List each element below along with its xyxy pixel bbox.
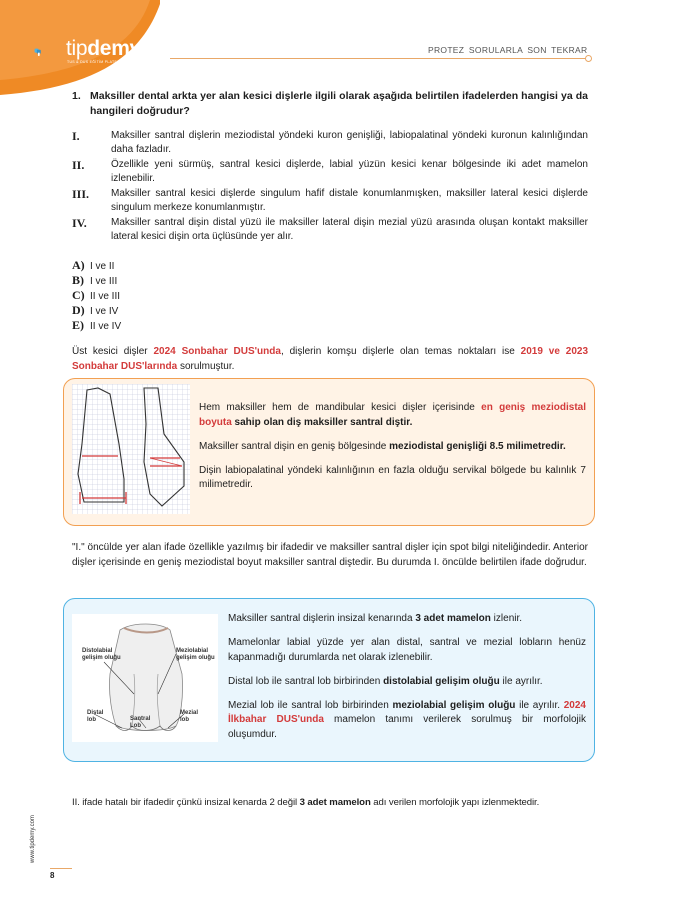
statement-roman: I.: [72, 129, 80, 143]
logo-subtitle: TUS & DUS EĞİTİM PLATFORMU: [67, 60, 129, 64]
intro-paragraph: Üst kesici dişler 2024 Sonbahar DUS'unda, dişlerin komşu dişlerle olan temas noktaları ise 2019 ve 2023 Sonbahar DUS'larında sorulmuştur.: [72, 346, 588, 372]
figure-label-distal-lob: Distal lob: [87, 710, 104, 723]
statement-text: Maksiller santral kesici dişlerde singulum hafif distale konumlanmışken, maksiller lateral kesici dişlerde singulum merkeze konumlanmıştır.: [111, 188, 588, 213]
question-number: 1.: [72, 90, 81, 102]
page-number-divider: [50, 868, 72, 869]
info-box-orange-text: Hem maksiller hem de mandibular kesici dişler içerisinde en geniş meziodistal boyuta sahip olan diş maksiller santral diştir. Maksiller santral dişin en geniş bölgesinde meziodistal genişliği 8.5 milimetredir. Dişin labiopalatinal yöndeki kalınlığının en fazla olduğu servikal bölgede bu kalınlık 7 milimetredir.: [199, 402, 586, 490]
explanation-paragraph-2: II. ifade hatalı bir ifadedir çünkü insizal kenarda 2 değil 3 adet mamelon adı verilen morfolojik yapı izlenmektedir.: [72, 797, 540, 808]
statement-3: [72, 187, 588, 215]
statement-2: [72, 158, 588, 186]
question-text: Maksiller dental arkta yer alan kesici dişlerle ilgili olarak aşağıda belirtilen ifadelerden hangisi ya da hangileri doğrudur?: [90, 90, 588, 117]
statement-1: [72, 129, 588, 157]
statement-roman: II.: [72, 158, 85, 172]
figure-label-mezial-lob: Mezial lob: [180, 710, 199, 723]
side-website-url[interactable]: www.tipdemy.com: [30, 815, 36, 863]
option-c[interactable]: C) II ve III: [72, 288, 121, 302]
figure-label-distolabial: Distolabial gelişim oluğu: [82, 648, 121, 661]
statement-text: Özellikle yeni sürmüş, santral kesici dişlerde, labial yüzün kesici kenar bölgesinde iki adet mamelon izlenebilir.: [111, 159, 588, 184]
logo-wordmark: tipdemy: [66, 37, 141, 60]
statement-roman: IV.: [72, 216, 87, 230]
page-header-title: PROTEZ SORULARLA SON TEKRAR: [428, 45, 588, 55]
question-stem: [72, 89, 588, 119]
option-d[interactable]: D) I ve IV: [72, 303, 119, 317]
figure-label-santral-lob: Santral Lob: [130, 716, 151, 729]
option-e[interactable]: E) II ve IV: [72, 318, 122, 332]
tipdemy-logo-icon: [34, 36, 68, 68]
page-number: 8: [50, 871, 55, 880]
option-b[interactable]: B) I ve III: [72, 273, 118, 287]
figure-label-meziolabial: Meziolabial gelişim oluğu: [176, 648, 215, 661]
option-a[interactable]: A) I ve II: [72, 258, 115, 272]
info-box-blue-text: Maksiller santral dişlerin insizal kenarında 3 adet mamelon izlenir. Mamelonlar labial yüzde yer alan distal, santral ve mezial lobların henüz kapanmadığı durumlarda net olarak izlenebilir. Distal lob ile santral lob birbirinden distolabial gelişim oluğu ile ayrılır. Mezial lob ile santral lob birbirinden meziolabial gelişim oluğu ile ayrılır. 2024 İlkbahar DUS'unda mamelon tanımı verilerek sorulmuş bir morfolojik oluşumdur.: [228, 613, 586, 740]
statement-4: [72, 216, 588, 244]
statement-roman: III.: [72, 187, 90, 201]
explanation-paragraph-1: "I." öncülde yer alan ifade özellikle yazılmış bir ifadedir ve maksiller santral dişler için spot bilgi niteliğindedir. Anterior dişler içerisinde en geniş meziodistal boyut maksiller santral diştedir. Bu durumda I. öncülde belirtilen ifade doğrudur.: [72, 542, 588, 568]
header-divider-dot: [585, 55, 592, 62]
header-divider: [170, 58, 586, 59]
tooth-dimension-figure: [72, 384, 190, 514]
statement-text: Maksiller santral dişin distal yüzü ile maksiller lateral dişin mezial yüzü arasında oluşan kontakt maksiller lateral kesici dişin orta üçlüsünde yer alır.: [111, 217, 588, 242]
statement-text: Maksiller santral dişlerin meziodistal yöndeki kuron genişliği, labiopalatinal yöndeki kuronun kalınlığından daha fazladır.: [111, 130, 588, 155]
